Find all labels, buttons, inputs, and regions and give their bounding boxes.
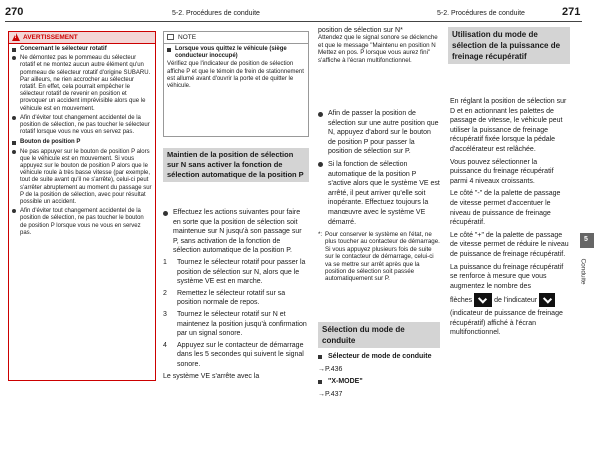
heading-regenerative-braking: Utilisation du mode de sélection de la puissance de freinage récupératif: [448, 27, 570, 64]
heading-maintain-n: Maintien de la position de sélection sur N sans activer la fonction de sélection automatique de la position P: [163, 148, 309, 182]
chapter-tab-number: 5: [580, 233, 594, 248]
warning-title: AVERTISSEMENT: [23, 34, 78, 41]
x-mode-item: "X-MODE": [318, 377, 440, 387]
note-box: [163, 31, 309, 137]
warning-item: Ne démontez pas le pommeau du sélecteur rotatif et ne montez aucun autre élément qu'un pommeau de sélecteur rotatif d'origine SUBARU. Par ailleurs, ne rien accrocher au sélecteur rotatif. En effet, cela pourrait empêcher le sélecteur rotatif de revenir en position et provoquer un accident imprévisible alors que le véhicule est en mouvement.: [12, 55, 152, 113]
step-3: 3 Tournez le sélecteur rotatif sur N et maintenez la position jusqu'à confirmation par un signal sonore.: [163, 310, 307, 338]
right-page-number: 271: [562, 6, 581, 18]
left-section-title: 5-2. Procédures de conduite: [172, 10, 260, 17]
paragraph: La puissance du freinage récupératif se renforce à mesure que vous augmentez le nombre des: [450, 263, 564, 290]
left-page-number: 270: [5, 6, 24, 18]
note-icon: [167, 34, 174, 40]
bullet-paragraph: Si la fonction de sélection automatique de la position P s'active alors que le système VE est arrêté, il peut arriver qu'elle soit inopérante. Effectuez toujours la manœuvre avec le système VE démarré.: [318, 160, 440, 227]
warning-header: [9, 32, 155, 44]
heading-drive-mode: Sélection du mode de conduite: [318, 322, 440, 348]
arrow-indicator-icon: [474, 293, 492, 307]
col3-top: [318, 27, 440, 64]
warning-subheading-selector: Concernant le sélecteur rotatif: [12, 46, 152, 53]
note-title: NOTE: [178, 34, 197, 41]
chapter-tab-label: Conduite: [579, 258, 587, 285]
right-section-title: 5-2. Procédures de conduite: [437, 10, 525, 17]
drive-mode-list: [318, 352, 440, 399]
bullet-paragraph: Effectuez les actions suivantes pour faire en sorte que la position de sélection soit maintenue sur N jusqu'à son passage sur P, sans activation de la fonction de sélection automatique de la position P.: [163, 208, 309, 256]
note-header: [164, 32, 308, 44]
paragraph: Le côté "-" de la palette de passage de vitesse permet d'accentuer le niveau de puissance de freinage récupératif.: [450, 190, 561, 227]
continued-text: Le système VE s'arrête avec la: [163, 372, 260, 380]
page-reference-link[interactable]: →P.436: [318, 365, 343, 373]
power-indicator-icon: [539, 293, 555, 307]
note-subheading: Lorsque vous quittez le véhicule (siège conducteur inoccupé): [167, 46, 305, 60]
header-rule: [5, 21, 582, 22]
warning-box: [8, 31, 156, 381]
step-1: 1 Tournez le sélecteur rotatif pour passer la position de sélection sur N, alors que le système VE est en marche.: [163, 258, 306, 286]
paragraph: En réglant la position de sélection sur D et en actionnant les palettes de passage de vitesse, le véhicule peut utiliser la puissance de freinage récupératif fixée lorsque la pédale d'accélérateur est relâchée.: [450, 98, 567, 153]
paragraph: Vous pouvez sélectionner la puissance du freinage récupératif parmi 4 niveaux croissants.: [450, 158, 554, 185]
warning-icon: [12, 33, 20, 41]
footnote-mark: *:: [318, 231, 323, 238]
paragraph: Le côté "+" de la palette de passage de vitesse permet de réduire le niveau de puissance de freinage récupératif.: [450, 231, 569, 258]
col3-bullets: [318, 109, 440, 227]
col3-footnote: [318, 231, 440, 283]
warning-subheading-p-button: Bouton de position P: [12, 139, 152, 146]
note-body: Vérifiez que l'indicateur de position de sélection affiche P et que le témoin de frein de stationnement est allumé avant d'ouvrir la porte et de quitter le véhicule.: [167, 61, 304, 90]
col3-message: Attendez que le signal sonore se déclenche et que le message "Maintenu en position N Mettez en pos. P lorsque vous aurez fini" s'affiche à l'écran multifonctionnel.: [318, 34, 438, 64]
step-2: 2 Remettez le sélecteur rotatif sur sa position normale de repos.: [163, 289, 286, 307]
warning-item: Afin d'éviter tout changement accidentel de la position de sélection, ne pas toucher le sélecteur rotatif lorsque vous ne vous en servez pas.: [12, 115, 152, 137]
drive-mode-item: Sélecteur de mode de conduite: [318, 352, 440, 362]
step-4: 4 Appuyez sur le contacteur de démarrage dans les 5 secondes qui suivent le signal sonore.: [163, 341, 304, 368]
page-reference-link[interactable]: →P.437: [318, 390, 343, 398]
paragraph-with-icons: flèches de l'indicateur: [450, 293, 570, 307]
footnote-text: Pour conserver le système en l'état, ne plus toucher au contacteur de démarrage. Si vous appuyez plusieurs fois de suite sur le contacteur de démarrage, celui-ci va se mettre sur arrêt après que la position de sélection soit passée automatiquement sur P.: [325, 231, 440, 283]
warning-item: Ne pas appuyer sur le bouton de position P alors que le véhicule est en mouvement. Si vous appuyez sur le bouton de position P alors que le véhicule roule à très basse vitesse (par exemple, tout de suite avant qu'il ne s'arrête), celui-ci peut s'arrêter abruptement au moment du passage sur P de la position de sélection, avec pour résultat possible un accident.: [12, 149, 152, 207]
col4-content: [450, 97, 570, 338]
bullet-paragraph: Afin de passer la position de sélection sur une autre position que N, appuyez d'abord sur le bouton de position P pour passer la position de sélection sur P.: [318, 109, 440, 157]
col2-content: [163, 208, 309, 381]
paragraph: (indicateur de puissance de freinage récupératif) affiché à l'écran multifonctionnel.: [450, 310, 563, 337]
col3-top-line: position de sélection sur N*: [318, 27, 403, 34]
warning-item: Afin d'éviter tout changement accidentel de la position de sélection, ne pas toucher le bouton de position P lorsque vous ne vous en servez pas.: [12, 208, 152, 237]
